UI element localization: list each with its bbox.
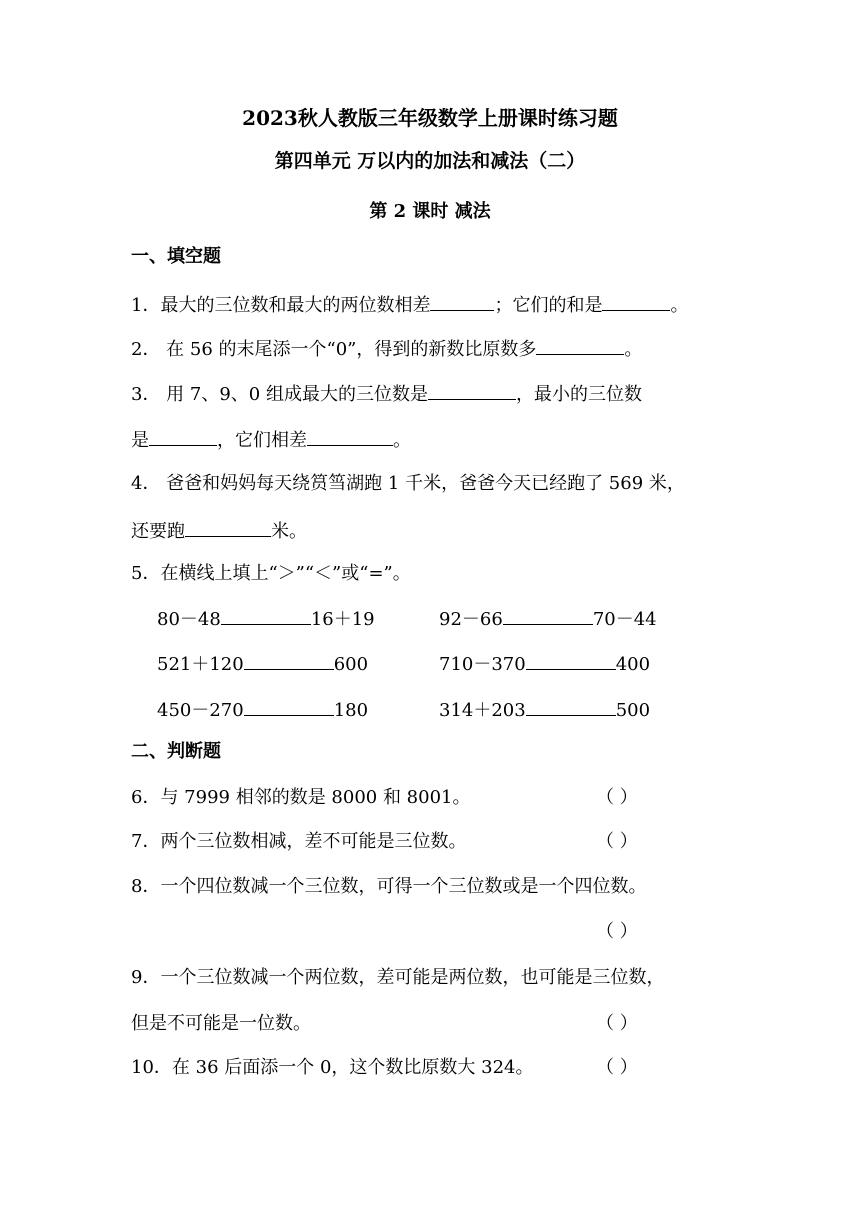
question-3-line2 (131, 427, 411, 452)
answer-paren[interactable]: （ ） (596, 921, 638, 942)
answer-blank[interactable] (428, 381, 516, 400)
question-10: 10．在 36 后面添一个 0，这个数比原数大 324。 (131, 1057, 534, 1078)
answer-paren[interactable]: （ ） (596, 1057, 638, 1078)
question-8: 8．一个四位数减一个三位数，可得一个三位数或是一个四位数。 (131, 876, 647, 897)
answer-blank[interactable] (430, 292, 494, 311)
q3-text-d: ，它们相差 (217, 430, 307, 451)
answer-blank[interactable] (221, 606, 311, 625)
unit-title: 第四单元 万以内的加法和减法（二） (274, 150, 586, 172)
compare-right: 16＋19 (310, 609, 375, 630)
answer-blank[interactable] (536, 336, 624, 355)
answer-blank[interactable] (149, 427, 217, 446)
compare-item (439, 606, 657, 631)
question-9-line1: 9．一个三位数减一个两位数，差可能是两位数，也可能是三位数， (131, 967, 665, 988)
compare-item (157, 606, 375, 631)
compare-item (439, 651, 650, 676)
q3-text-b: ，最小的三位数 (515, 384, 642, 405)
answer-paren[interactable]: （ ） (596, 831, 638, 852)
answer-blank[interactable] (185, 518, 271, 537)
q1-text-b: ；它们的和是 (494, 295, 603, 316)
q1-text-a: 1．最大的三位数和最大的两位数相差 (131, 295, 431, 316)
q1-text-c: 。 (670, 295, 689, 316)
q3-text-e: 。 (393, 430, 411, 451)
section-judge-heading: 二、判断题 (131, 741, 221, 762)
compare-right: 180 (333, 700, 369, 721)
q4-text-c: 米。 (271, 521, 307, 542)
question-6: 6．与 7999 相邻的数是 8000 和 8001。 (131, 787, 471, 808)
question-2 (131, 336, 642, 361)
answer-paren[interactable]: （ ） (596, 787, 638, 808)
compare-left: 314＋203 (439, 700, 526, 721)
q2-text-a: 2． 在 56 的末尾添一个“0”，得到的新数比原数多 (131, 339, 537, 360)
answer-blank[interactable] (244, 697, 334, 716)
compare-item (157, 651, 368, 676)
q4-text-b: 还要跑 (131, 521, 185, 542)
q3-text-a: 3． 用 7、9、0 组成最大的三位数是 (131, 384, 428, 405)
answer-blank[interactable] (602, 292, 670, 311)
answer-paren[interactable]: （ ） (596, 1013, 638, 1034)
q3-text-c: 是 (131, 430, 149, 451)
question-1 (131, 292, 688, 317)
page-title: 2023秋人教版三年级数学上册课时练习题 (242, 106, 618, 130)
question-7: 7．两个三位数相减，差不可能是三位数。 (131, 831, 467, 852)
answer-blank[interactable] (526, 651, 616, 670)
question-9-line2: 但是不可能是一位数。 (131, 1013, 311, 1034)
answer-blank[interactable] (503, 606, 593, 625)
question-5: 5．在横线上填上“＞”“＜”或“=”。 (131, 563, 411, 584)
answer-blank[interactable] (244, 651, 334, 670)
q2-text-b: 。 (624, 339, 643, 360)
lesson-title: 第 2 课时 减法 (369, 201, 491, 222)
compare-right: 70－44 (592, 609, 657, 630)
compare-left: 80－48 (157, 609, 221, 630)
compare-left: 710－370 (439, 654, 526, 675)
section-fill-heading: 一、填空题 (131, 246, 221, 267)
compare-right: 400 (615, 654, 651, 675)
question-4-line1: 4． 爸爸和妈妈每天绕筼筜湖跑 1 千米，爸爸今天已经跑了 569 米， (131, 473, 685, 494)
question-4-line2 (131, 518, 307, 543)
compare-left: 521＋120 (157, 654, 244, 675)
compare-left: 92－66 (439, 609, 503, 630)
question-3-line1 (131, 381, 642, 406)
compare-item (439, 697, 650, 722)
compare-right: 500 (615, 700, 651, 721)
answer-blank[interactable] (307, 427, 393, 446)
compare-item (157, 697, 368, 722)
answer-blank[interactable] (526, 697, 616, 716)
compare-right: 600 (333, 654, 369, 675)
compare-left: 450－270 (157, 700, 244, 721)
